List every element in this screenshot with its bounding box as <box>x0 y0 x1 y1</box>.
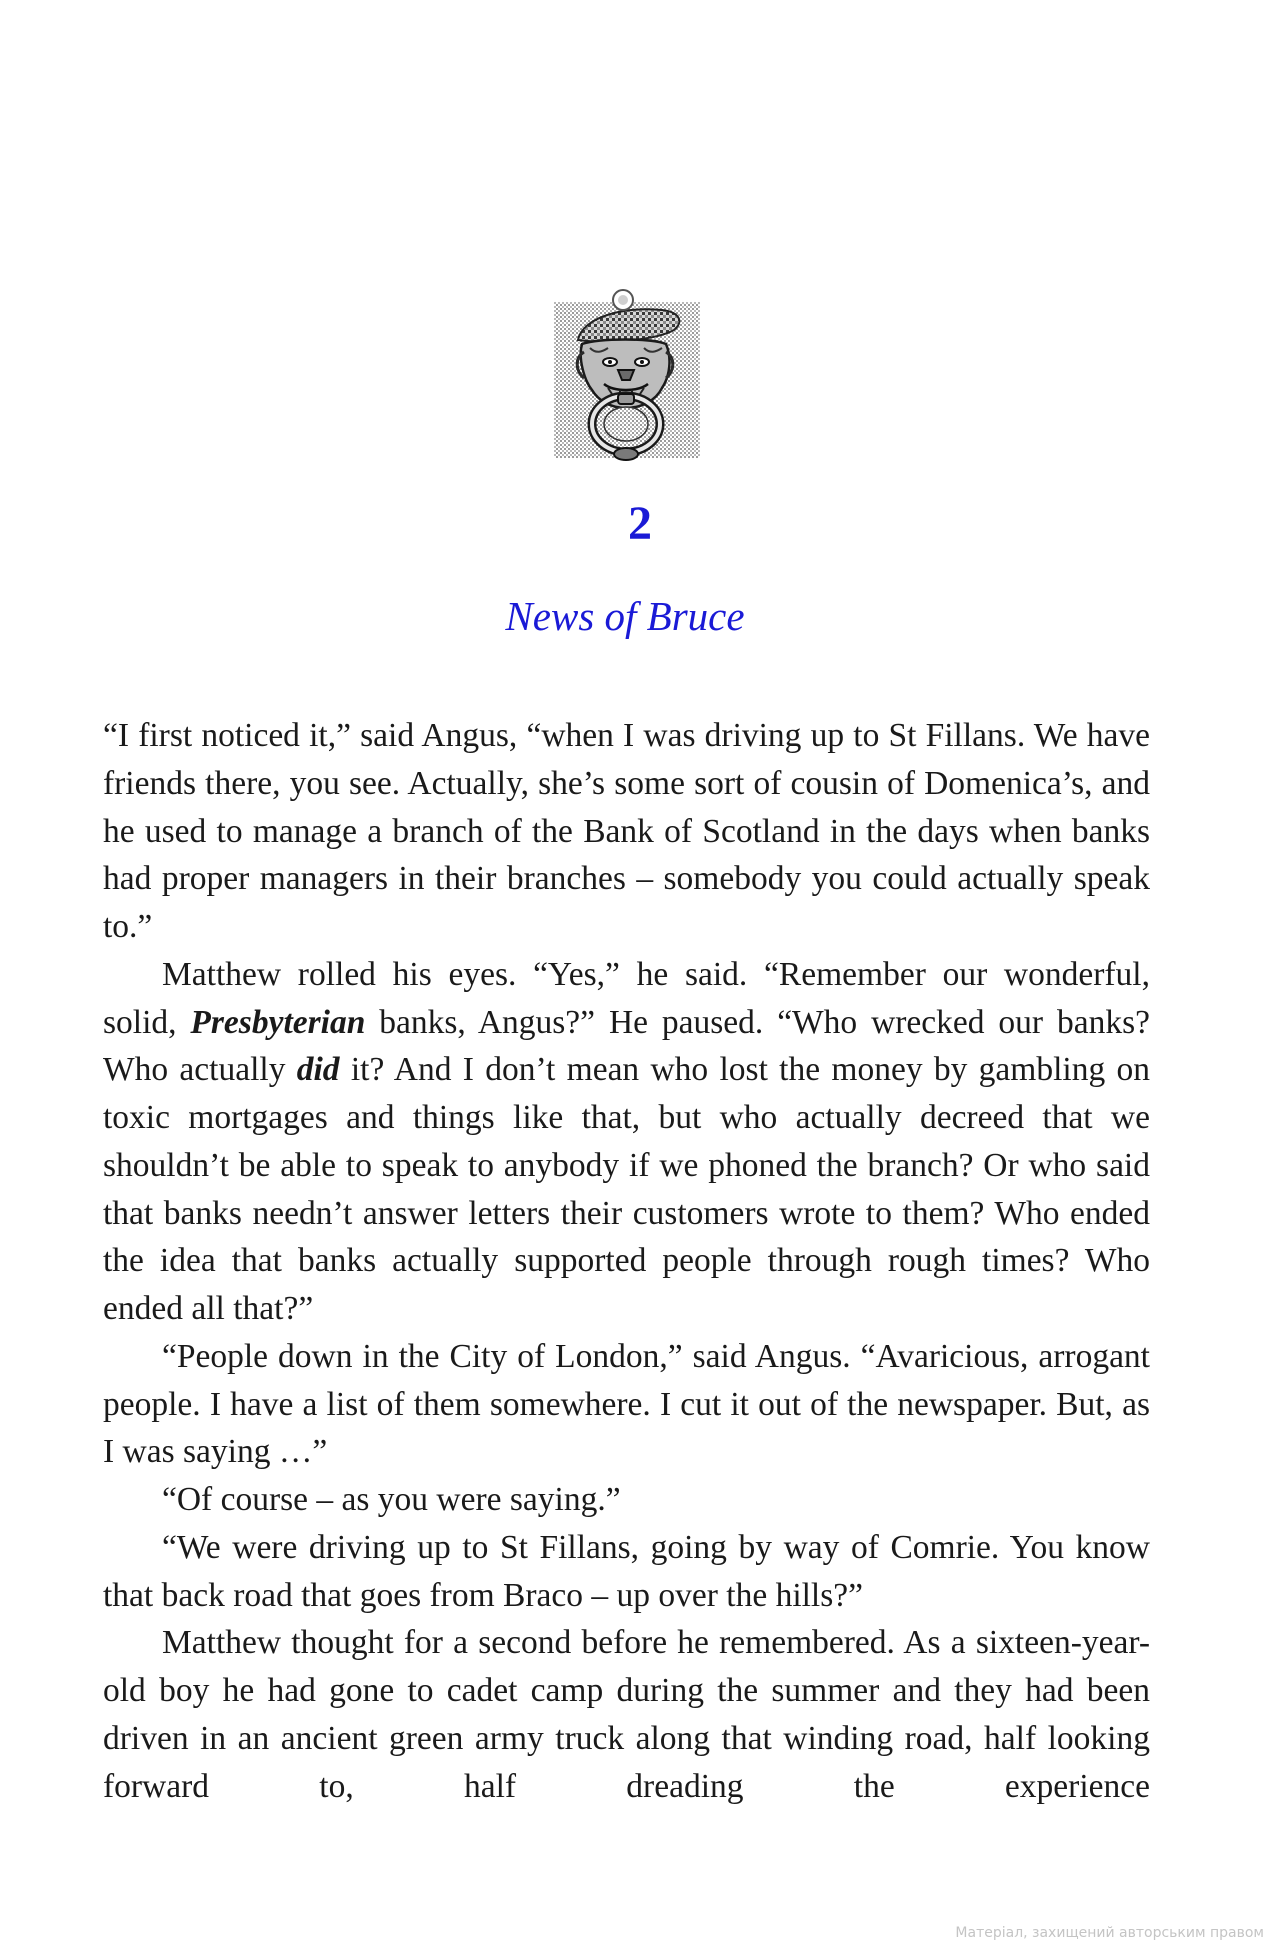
paragraph-4 <box>103 1476 1150 1524</box>
paragraph-text: “Of course – as you were saying.” <box>162 1481 621 1518</box>
lion-door-knocker-icon <box>552 288 702 462</box>
paragraph-text: Matthew rolled his eyes. “Yes,” he said. “Remember our wonderful, solid, <box>103 955 1150 1041</box>
paragraph-text: Matthew thought for a second before he remembered. As a sixteen-year-old boy he had gone to cadet camp during the summer and they had been driven in an ancient green army truck along that winding road, half looking forward to, half dreading the experience <box>103 1624 1150 1805</box>
paragraph-text: “I first noticed it,” said Angus, “when I was driving up to St Fillans. We have friends there, you see. Actually, she’s some sort of cousin of Domenica’s, and he used to manage a branch of the Bank of Scotland in the days when banks had proper managers in their branches – somebody you could actually speak to.” <box>103 717 1150 945</box>
copyright-watermark: Матеріал, захищений авторським правом <box>955 1925 1264 1941</box>
paragraph-5 <box>103 1524 1150 1620</box>
chapter-body <box>103 712 1150 1810</box>
paragraph-text: “We were driving up to St Fillans, going by way of Comrie. You know that back road that goes from Braco – up over the hills?” <box>103 1528 1150 1614</box>
chapter-number: 2 <box>628 497 652 550</box>
paragraph-text: it? And I don’t mean who lost the money by gambling on toxic mortgages and things like that, but who actually decreed that we shouldn’t be able to speak to anybody if we phoned the branch? Or who said that banks needn’t answer letters their customers wrote to them? Who ended the idea that banks actually supported people through rough times? Who ended all that?” <box>103 1051 1150 1327</box>
paragraph-6 <box>103 1619 1150 1810</box>
chapter-title: News of Bruce <box>505 593 745 639</box>
paragraph-1 <box>103 712 1150 951</box>
paragraph-text: “People down in the City of London,” said Angus. “Avaricious, arrogant people. I have a list of them somewhere. I cut it out of the newspaper. But, as I was saying …” <box>103 1337 1150 1471</box>
paragraph-2 <box>103 951 1150 1333</box>
paragraph-3 <box>103 1333 1150 1476</box>
emphasis-did: did <box>296 1051 340 1089</box>
emphasis-presbyterian: Presbyterian <box>190 1003 366 1041</box>
paragraph-text: banks, Angus?” He paused. “Who wrecked our banks? Who actually <box>103 1003 1150 1089</box>
